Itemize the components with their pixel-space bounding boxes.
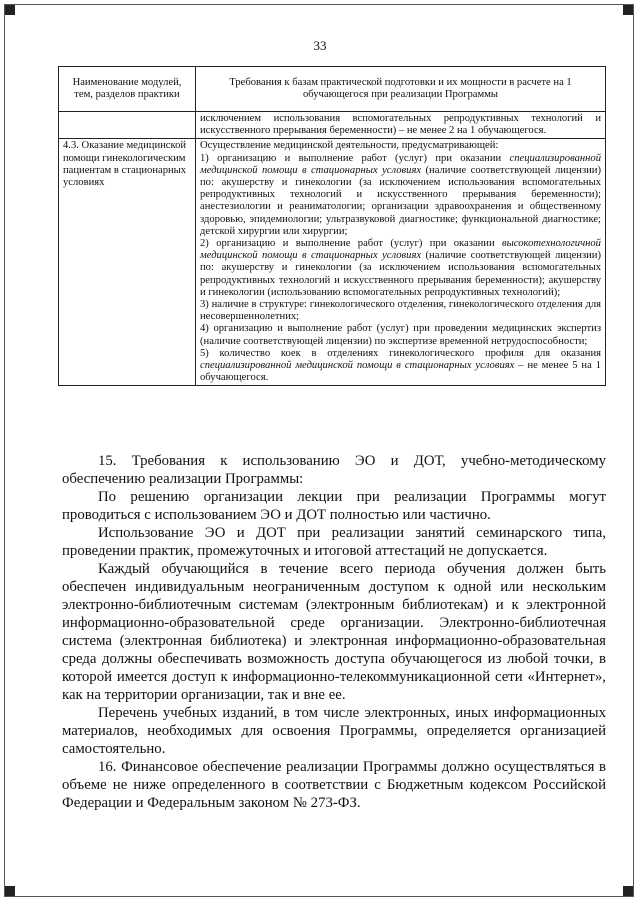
requirement-item-2: 2) организацию и выполнение работ (услуг) при оказании высокотехнологичной медицинской помощи в стационарных условиях (наличие соответствующей лицензии) по: акушерству и гинекологии (за исключением использования вспомогательных репродуктивных технологий и искусственного прерывания беременности); акушерству и гинекологии (использованию вспомогательных репродуктивных технологий); [200,238,602,298]
requirements-intro: Осуществление медицинской деятельности, предусматривающей: [200,140,499,152]
requirement-item-4: 4) организацию и выполнение работ (услуг) при проведении медицинских экспертиз (наличие соответствующей лицензии) по экспертизе временной нетрудоспособности; [200,323,601,347]
table-row [59,139,606,386]
corner-mark [623,5,633,15]
requirement-item-3: 3) наличие в структуре: гинекологического отделения, гинекологического отделения для несовершеннолетних; [200,299,601,323]
paragraph: Использование ЭО и ДОТ при реализации занятий семинарского типа, проведении практик, промежуточных и итоговой аттестаций не допускается. [62,525,606,559]
paragraph-16: 16. Финансовое обеспечение реализации Программы должно осуществляться в объеме не ниже определенного в соответствии с Бюджетным кодексом Российской Федерации и Федеральным законом № 273-ФЗ. [62,759,606,811]
body-text [62,452,606,812]
paragraph-15: 15. Требования к использованию ЭО и ДОТ, учебно-методическому обеспечению реализации Программы: [62,453,606,487]
header-requirements: Требования к базам практической подготовки и их мощности в расчете на 1 обучающегося при реализации Программы [196,67,606,112]
header-modules: Наименование модулей, тем, разделов практики [59,67,196,112]
requirement-item-5: 5) количество коек в отделениях гинекологического профиля для оказания специализированной медицинской помощи в стационарных условиях – не менее 5 на 1 обучающегося. [200,347,602,384]
requirements-table [58,66,606,386]
table-row [59,112,606,139]
paragraph: Каждый обучающийся в течение всего периода обучения должен быть обеспечен индивидуальным неограниченным доступом к одной или нескольким электронно-библиотечным системам (электронным библиотекам) и к электронной информационно-образовательной среде организации. Электронно-библиотечная система (электронная библиотека) и электронная информационно-образовательная среда должны обеспечивать возможность доступа обучающегося из любой точки, в которой имеется доступ к информационно-телекоммуникационной сети «Интернет», как на территории организации, так и вне ее. [62,561,606,703]
paragraph: Перечень учебных изданий, в том числе электронных, иных информационных материалов, необходимых для освоения Программы, определяется организацией самостоятельно. [62,705,606,757]
table-header-row [59,67,606,112]
paragraph: По решению организации лекции при реализации Программы могут проводиться с использованием ЭО и ДОТ полностью или частично. [62,489,606,523]
continuation-cell: исключением использования вспомогательных репродуктивных технологий и искусственного прерывания беременности) – не менее 2 на 1 обучающегося. [196,112,606,139]
module-cell: 4.3. Оказание медицинской помощи гинекологическим пациентам в стационарных условиях [59,139,196,386]
corner-mark [623,886,633,896]
corner-mark [5,5,15,15]
empty-cell [59,112,196,139]
requirements-cell [196,139,606,386]
corner-mark [5,886,15,896]
requirement-item-1: 1) организацию и выполнение работ (услуг) при оказании специализированной медицинской помощи в стационарных условиях (наличие соответствующей лицензии) по: акушерству и гинекологии (за исключением использования вспомогательных репродуктивных технологий и искусственного прерывания беременности); анестезиологии и реаниматологии; организации здравоохранения и общественному здоровью, эпидемиологии; ультразвуковой диагностике; функциональной диагностике; детской хирургии или хирургии; [200,152,602,237]
page-number: 33 [313,38,327,53]
